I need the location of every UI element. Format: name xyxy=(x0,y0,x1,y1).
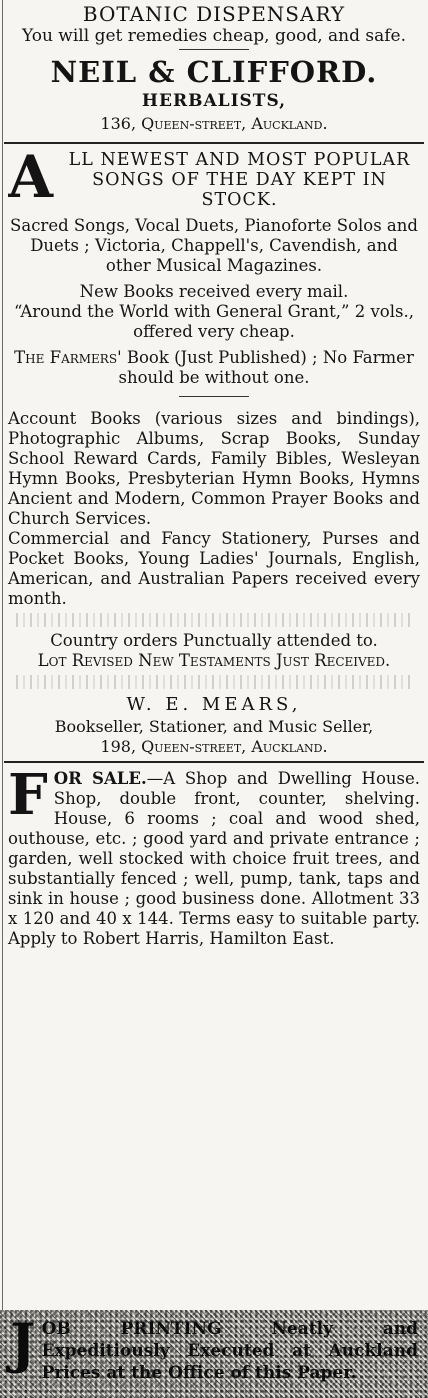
headline-block xyxy=(8,150,420,210)
small-caps-text: The Farmers' xyxy=(14,348,122,367)
for-sale-ad xyxy=(0,763,428,953)
paragraph: Country orders Punctually attended to. xyxy=(50,631,378,650)
songs-books-ad xyxy=(0,144,428,390)
ad-tagline: You will get remedies cheap, good, and safe. xyxy=(21,26,407,46)
signature-block xyxy=(0,693,428,761)
paragraph: OB PRINTING Neatly and Expeditiously Executed at Auckland Prices at the Office of this Paper. xyxy=(41,1319,418,1383)
drop-cap: A xyxy=(8,150,54,210)
paragraph-text: Book (Just Published) ; No Farmer should be without one. xyxy=(118,348,414,387)
botanic-dispensary-ad xyxy=(0,0,428,142)
print-smudge xyxy=(16,613,412,627)
seller-trade: Bookseller, Stationer, and Music Seller, xyxy=(54,717,374,736)
paragraph: Lot Revised New Testaments Just Received. xyxy=(37,651,391,670)
firm-name: NEIL & CLIFFORD. xyxy=(50,55,378,89)
paragraph: “Around the World with General Grant,” 2 vols., offered very cheap. xyxy=(14,302,414,341)
drop-cap: F xyxy=(8,762,48,828)
paragraph: Sacred Songs, Vocal Duets, Pianoforte Solos and Duets ; Victoria, Chappell's, Cavendish, and other Musical Magazines. xyxy=(10,216,418,275)
paragraph: Commercial and Fancy Stationery, Purses and Pocket Books, Young Ladies' Journals, English, American, and Australian Papers received every month. xyxy=(8,529,420,608)
trade-line: HERBALISTS, xyxy=(141,91,287,111)
column-rule xyxy=(2,0,3,1398)
job-printing-ad xyxy=(0,1310,428,1398)
seller-name: W. E. MEARS, xyxy=(126,694,302,715)
print-smudge xyxy=(16,675,412,689)
stationery-ad xyxy=(0,403,428,689)
divider xyxy=(179,49,249,50)
paragraph xyxy=(8,348,420,388)
ad-title: BOTANIC DISPENSARY xyxy=(82,2,346,26)
paragraph xyxy=(8,762,420,949)
ad-lead: OR SALE. xyxy=(53,769,147,788)
drop-cap: J xyxy=(10,1311,36,1375)
seller-address: 198, Queen-street, Auckland. xyxy=(100,737,328,756)
ad-headline: LL NEWEST AND MOST POPULAR SONGS OF THE DAY KEPT IN STOCK. xyxy=(68,150,411,210)
address-line: 136, Queen-street, Auckland. xyxy=(100,114,328,133)
divider xyxy=(179,396,249,397)
paragraph: Account Books (various sizes and bindings), Photographic Albums, Scrap Books, Sunday School Reward Cards, Family Bibles, Wesleyan Hymn Books, Presbyterian Hymn Books, Hymns Ancient and Modern, Common Prayer Books and Church Services. xyxy=(8,409,420,528)
paragraph: New Books received every mail. xyxy=(79,282,349,301)
paragraph-text: —A Shop and Dwelling House. Shop, double front, counter, shelving. House, 6 rooms ; coal and wood shed, outhouse, etc. ; good yard and private entrance ; garden, well stocked with choice fruit trees, and substantially fenced ; well, pump, tank, taps and sink in house ; good business done. Allotment 33 x 120 and 40 x 144. Terms easy to suitable party. Apply to Robert Harris, Hamilton East. xyxy=(8,769,420,948)
